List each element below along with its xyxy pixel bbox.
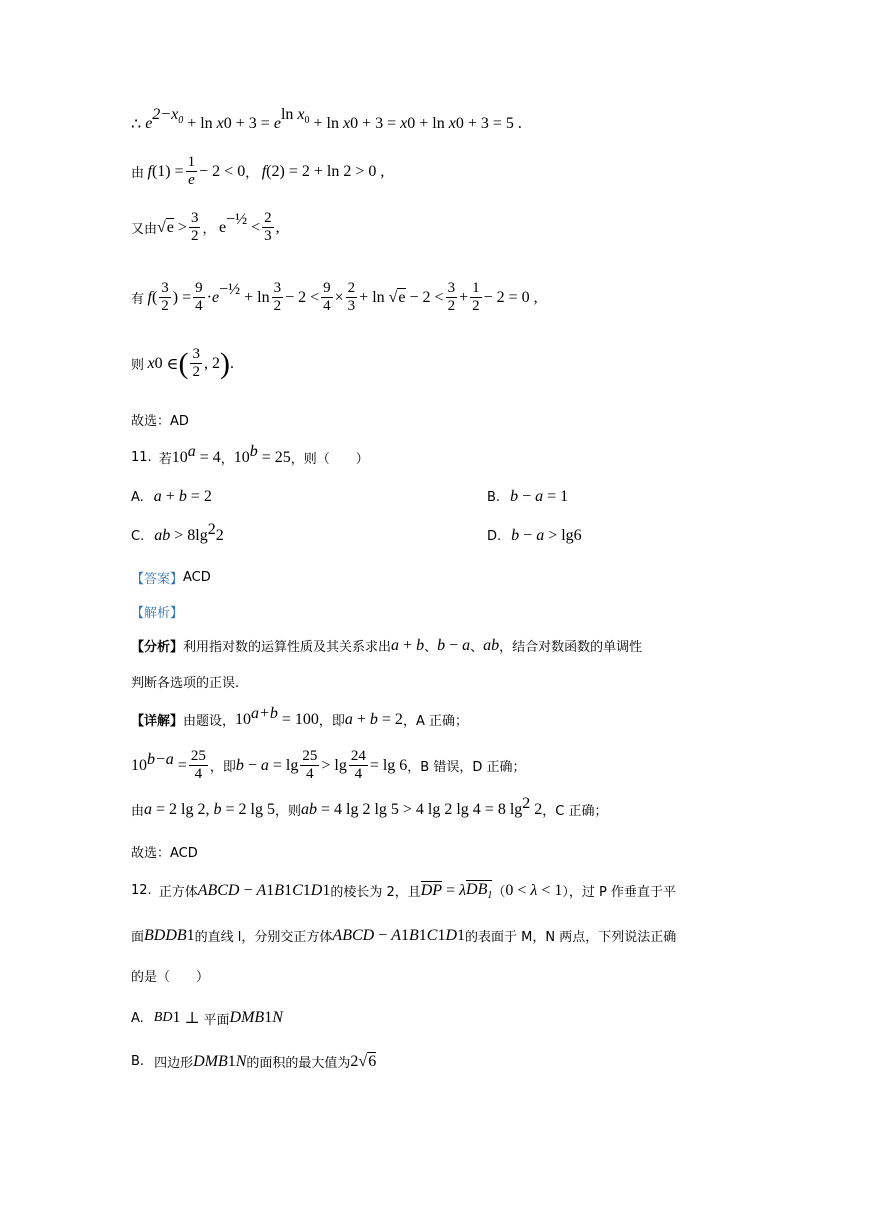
equation-line-4: 有 f ( $\frac{3}{2}$ ) = $\frac{9}{4}$ · e $^{-\frac{1}{2}}$ + ln $\frac{3}{2}$ − 2 < $\frac{9}{4}$ × $\frac{2}{3}$ + ln √e − 2 < $\frac{3}{2}$ + $\frac{1}{2}$ − 2 = 0 ,	[131, 280, 538, 314]
option-a: A. a + b = 2	[131, 488, 212, 505]
question-11: 11. 若 10 $^a$ = 4 ， 10 $^b$ = 25 ，则（ ）	[131, 442, 369, 467]
option-d: D. b − a > lg6	[487, 527, 582, 544]
fenxi-line-1: 【分析】 利用指对数的运算性质及其关系求出 a + b 、 b − a 、 ab ，结合对数函数的单调性	[131, 636, 643, 655]
fenxi-line-2: 判断各选项的正误.	[131, 676, 240, 691]
question-12-line-1: 12. 正方体 ABCD − A 1 B 1 C 1 D 1 的棱长为 2，且 DP = λ $DB_1$ （ 0 < λ < 1 ），过 P 作垂直于平	[131, 881, 676, 902]
question-12-line-3: 的是（ ）	[131, 970, 210, 985]
question-12-line-2: 面 BDDB 1 的直线 l，分别交正方体 ABCD − A 1 B 1 C 1 D 1 的表面于 M，N 两点，下列说法正确	[131, 926, 677, 945]
detail-line-2: 10 $^{b-a}$ = $\frac{25}{4}$ ，即 b − a = lg $\frac{25}{4}$ > lg $\frac{24}{4}$ = lg 6 ，B 错误，D 正确；	[131, 748, 526, 782]
answer-line: 【答案】 ACD	[131, 570, 211, 587]
equation-line-1: ∴ e $^{2-x_0}$ + ln x 0 + 3 = e $^{ln x_0}$ + ln x 0 + 3 = x 0 + ln x 0 + 3 = 5 .	[131, 106, 522, 134]
choice-acd: 故选：ACD	[131, 846, 198, 861]
detail-line-3: 由 a = 2 lg 2, b = 2 lg 5 ，则 ab = 4 lg 2 lg 5 > 4 lg 2 lg 4 = 8 lg $^2$ 2 ，C 正确；	[131, 794, 608, 819]
equation-line-2: 由 f (1) = $\frac{1}{e}$ − 2 < 0 ， f (2) = 2 + ln 2 > 0 ,	[131, 154, 385, 188]
option-c: C. ab > 8lg $^2$ 2	[131, 521, 224, 544]
choice-ad: 故选：AD	[131, 414, 189, 429]
equation-line-5: 则 x 0 ∈ ( $\frac{3}{2}$ , 2 ) .	[131, 346, 234, 380]
equation-line-3: 又由 √e > $\frac{3}{2}$ ， e $^{-\frac{1}{2}}$ < $\frac{2}{3}$ ,	[131, 210, 280, 244]
q12-option-a: A. BD 1 ⊥ 平面 DMB 1 N	[131, 1009, 283, 1028]
detail-line-1: 【详解】 由题设， 10 $^{a+b}$ = 100 ，即 a + b = 2 ，A 正确；	[131, 704, 468, 729]
option-b: B. b − a = 1	[487, 488, 569, 505]
analysis-heading: 【解析】	[131, 606, 184, 621]
q12-option-b: B. 四边形 DMB 1 N 的面积的最大值为 2√6	[131, 1052, 377, 1071]
